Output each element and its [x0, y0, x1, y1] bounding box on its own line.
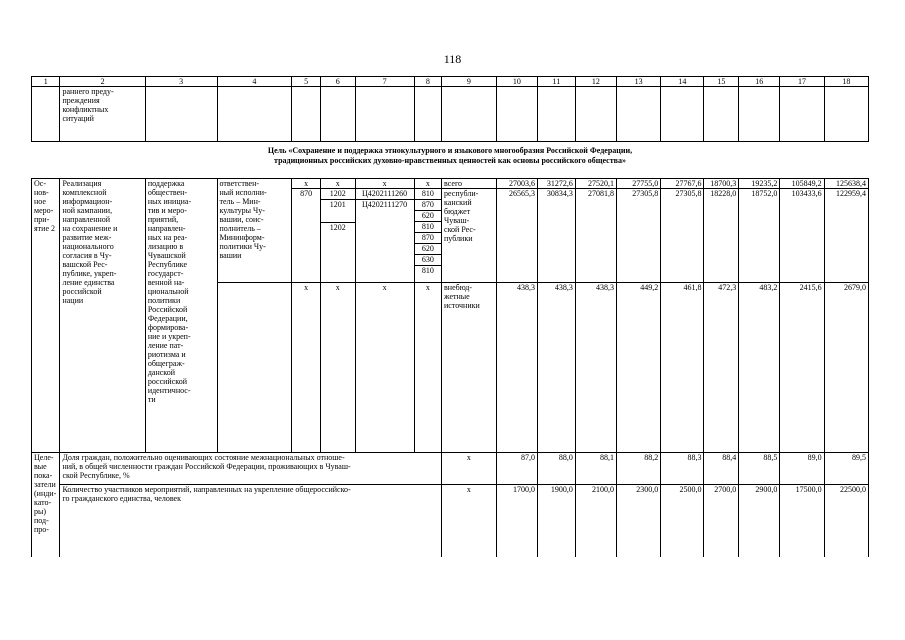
expense-value: 870: [415, 233, 441, 244]
expense-value: 810: [421, 266, 434, 275]
cell-expense-type: x: [414, 179, 441, 189]
indicator-value: 88,0: [537, 453, 575, 485]
value-cell: 438,3: [496, 283, 537, 453]
description-line: ти: [147, 395, 156, 404]
expense-value: 810: [415, 189, 441, 200]
indicator-value: 87,0: [496, 453, 537, 485]
description-line: Федерации,: [147, 314, 188, 323]
indicator-text: Доля граждан, положительно оценивающих состояние межнациональных отноше- ний, в общей численности граждан Российской Федерации, проживающих в Чуваш- ской Республике, %: [60, 453, 442, 485]
value-cell: 18752,0: [739, 189, 780, 283]
value-cell: 461,8: [661, 283, 704, 453]
cell-section-stack: [320, 189, 355, 283]
value-cell: 438,3: [575, 283, 616, 453]
section-value: 1202: [321, 189, 355, 200]
indicator-text: Количество участников мероприятий, направленных на укрепление общероссийско- го гражданского единства, человек: [60, 485, 442, 557]
value-cell: 2679,0: [824, 283, 868, 453]
indicator-value: 1900,0: [537, 485, 575, 557]
description-line: Республике: [147, 260, 188, 269]
cell-target: x: [355, 283, 414, 453]
indicator-value: 2700,0: [704, 485, 739, 557]
column-number: 6: [320, 77, 355, 87]
indicator-value: 88,4: [704, 453, 739, 485]
description-line: формирова-: [147, 323, 189, 332]
description-line: политики: [147, 296, 181, 305]
value-cell: 483,2: [739, 283, 780, 453]
column-number: 13: [616, 77, 660, 87]
value-cell: 103433,6: [780, 189, 824, 283]
indicator-value: 89,0: [780, 453, 824, 485]
description-line: направлен-: [147, 224, 186, 233]
continuation-row: [32, 87, 869, 142]
column-number: 18: [824, 77, 868, 87]
description-line: идентичнос-: [147, 386, 191, 395]
cell-source: республи- канский бюджет Чуваш- ской Рес- публики: [442, 189, 497, 283]
description-line: ных на реа-: [147, 233, 188, 242]
description-line: данской: [147, 368, 176, 377]
column-number: 7: [355, 77, 414, 87]
indicator-value: 2900,0: [739, 485, 780, 557]
indicator-value: 88,1: [575, 453, 616, 485]
value-cell: 19235,2: [739, 179, 780, 189]
column-number: 9: [442, 77, 497, 87]
column-number: 16: [739, 77, 780, 87]
value-cell: 31272,6: [537, 179, 575, 189]
section-value: 1201: [321, 200, 355, 223]
description-line: приятий,: [147, 215, 179, 224]
cell-grbs: 870: [292, 189, 320, 283]
cell-expense-stack: [414, 189, 441, 283]
description-line: поддержка: [147, 179, 185, 188]
indicator-value: 2300,0: [616, 485, 660, 557]
indicator-value: 88,3: [661, 453, 704, 485]
indicator-value: 1700,0: [496, 485, 537, 557]
value-cell: 125638,4: [824, 179, 868, 189]
description-line: государст-: [147, 269, 184, 278]
description-line: ных инициа-: [147, 197, 192, 206]
indicators-label: Целе- вые пока- затели (инди- като- ры) под- про-: [32, 453, 60, 557]
expense-value: 870: [415, 200, 441, 211]
indicator-value: 22500,0: [824, 485, 868, 557]
expense-value: 630: [415, 255, 441, 266]
column-number: 12: [575, 77, 616, 87]
value-cell: 27755,0: [616, 179, 660, 189]
column-number: 5: [292, 77, 320, 87]
column-number: 11: [537, 77, 575, 87]
description-line: лизацию в: [147, 242, 184, 251]
page-number: 118: [443, 52, 462, 66]
value-cell: 27003,6: [496, 179, 537, 189]
column-number: 1: [32, 77, 60, 87]
description-line: риотизма и: [147, 350, 186, 359]
indicator-value: 89,5: [824, 453, 868, 485]
indicator-x: x: [442, 485, 497, 557]
value-cell: 27305,8: [616, 189, 660, 283]
value-cell: 18700,3: [704, 179, 739, 189]
cell-target: x: [355, 179, 414, 189]
value-cell: 472,3: [704, 283, 739, 453]
goal-heading: Цель «Сохранение и поддержка этнокультурного и языкового многообразия Российской Федерации, традиционных российских духовно-нравственных ценностей как основы российского общества»: [267, 146, 633, 165]
column-number: 15: [704, 77, 739, 87]
main-table: [31, 178, 869, 557]
expense-value: 620: [415, 211, 441, 222]
column-number-row: [32, 77, 869, 87]
value-cell: 438,3: [537, 283, 575, 453]
description-line: циональной: [147, 287, 189, 296]
indicator-row: [32, 453, 869, 485]
description-line: ление пат-: [147, 341, 184, 350]
continuation-text: раннего преду- преждения конфликтных ситуаций: [60, 87, 145, 142]
value-cell: 27305,8: [661, 189, 704, 283]
column-number: 17: [780, 77, 824, 87]
value-cell: 27081,8: [575, 189, 616, 283]
value-cell: 105849,2: [780, 179, 824, 189]
value-cell: 122959,4: [824, 189, 868, 283]
description-line: российской: [147, 377, 188, 386]
header-table: [31, 76, 869, 142]
indicator-value: 17500,0: [780, 485, 824, 557]
cell-target-stack: [355, 189, 414, 283]
value-cell: 2415,6: [780, 283, 824, 453]
indicator-value: 2100,0: [575, 485, 616, 557]
description-line: венной на-: [147, 278, 185, 287]
cell-section: x: [320, 283, 355, 453]
main-event-executor: ответствен- ный исполни- тель – Мин- культуры Чу- вашии, соис- полнитель – Мининформ- политики Чу- вашии: [217, 179, 292, 283]
description-line: общеграж-: [147, 359, 185, 368]
section-value: 1202: [329, 223, 346, 232]
description-line: Российской: [147, 305, 188, 314]
expense-value: 810: [415, 222, 441, 233]
indicator-x: x: [442, 453, 497, 485]
indicator-value: 2500,0: [661, 485, 704, 557]
main-event-code: Ос- нов- ное меро- при- ятие 2: [32, 179, 60, 453]
value-cell: 18228,0: [704, 189, 739, 283]
column-number: 10: [496, 77, 537, 87]
value-cell: 30834,3: [537, 189, 575, 283]
main-row-total: [32, 179, 869, 189]
value-cell: 26565,3: [496, 189, 537, 283]
column-number: 14: [661, 77, 704, 87]
value-cell: 27520,1: [575, 179, 616, 189]
cell-grbs: x: [292, 179, 320, 189]
column-number: 4: [217, 77, 292, 87]
column-number: 8: [414, 77, 441, 87]
cell-source: всего: [442, 179, 497, 189]
value-cell: 27767,6: [661, 179, 704, 189]
cell-section: x: [320, 179, 355, 189]
indicator-row: [32, 485, 869, 557]
main-event-description: [145, 179, 217, 453]
description-line: тив и меро-: [147, 206, 187, 215]
value-cell: 449,2: [616, 283, 660, 453]
target-value: Ц4202111260: [356, 189, 414, 200]
indicator-value: 88,5: [739, 453, 780, 485]
cell-source: внебюд- жетные источники: [442, 283, 497, 453]
main-event-name: Реализация комплексной информацион- ной кампании, направленной на сохранение и развитие меж- национального согласия в Чу- вашской Рес- публике, укреп- ление единства российской нации: [60, 179, 145, 453]
description-line: обществен-: [147, 188, 188, 197]
cell-expense-type: x: [414, 283, 441, 453]
cell-grbs: x: [292, 283, 320, 453]
indicator-value: 88,2: [616, 453, 660, 485]
column-number: 3: [145, 77, 217, 87]
description-line: Чувашской: [147, 251, 186, 260]
column-number: 2: [60, 77, 145, 87]
description-line: ние и укреп-: [147, 332, 191, 341]
target-value: Ц4202111270: [362, 200, 408, 209]
expense-value: 620: [415, 244, 441, 255]
